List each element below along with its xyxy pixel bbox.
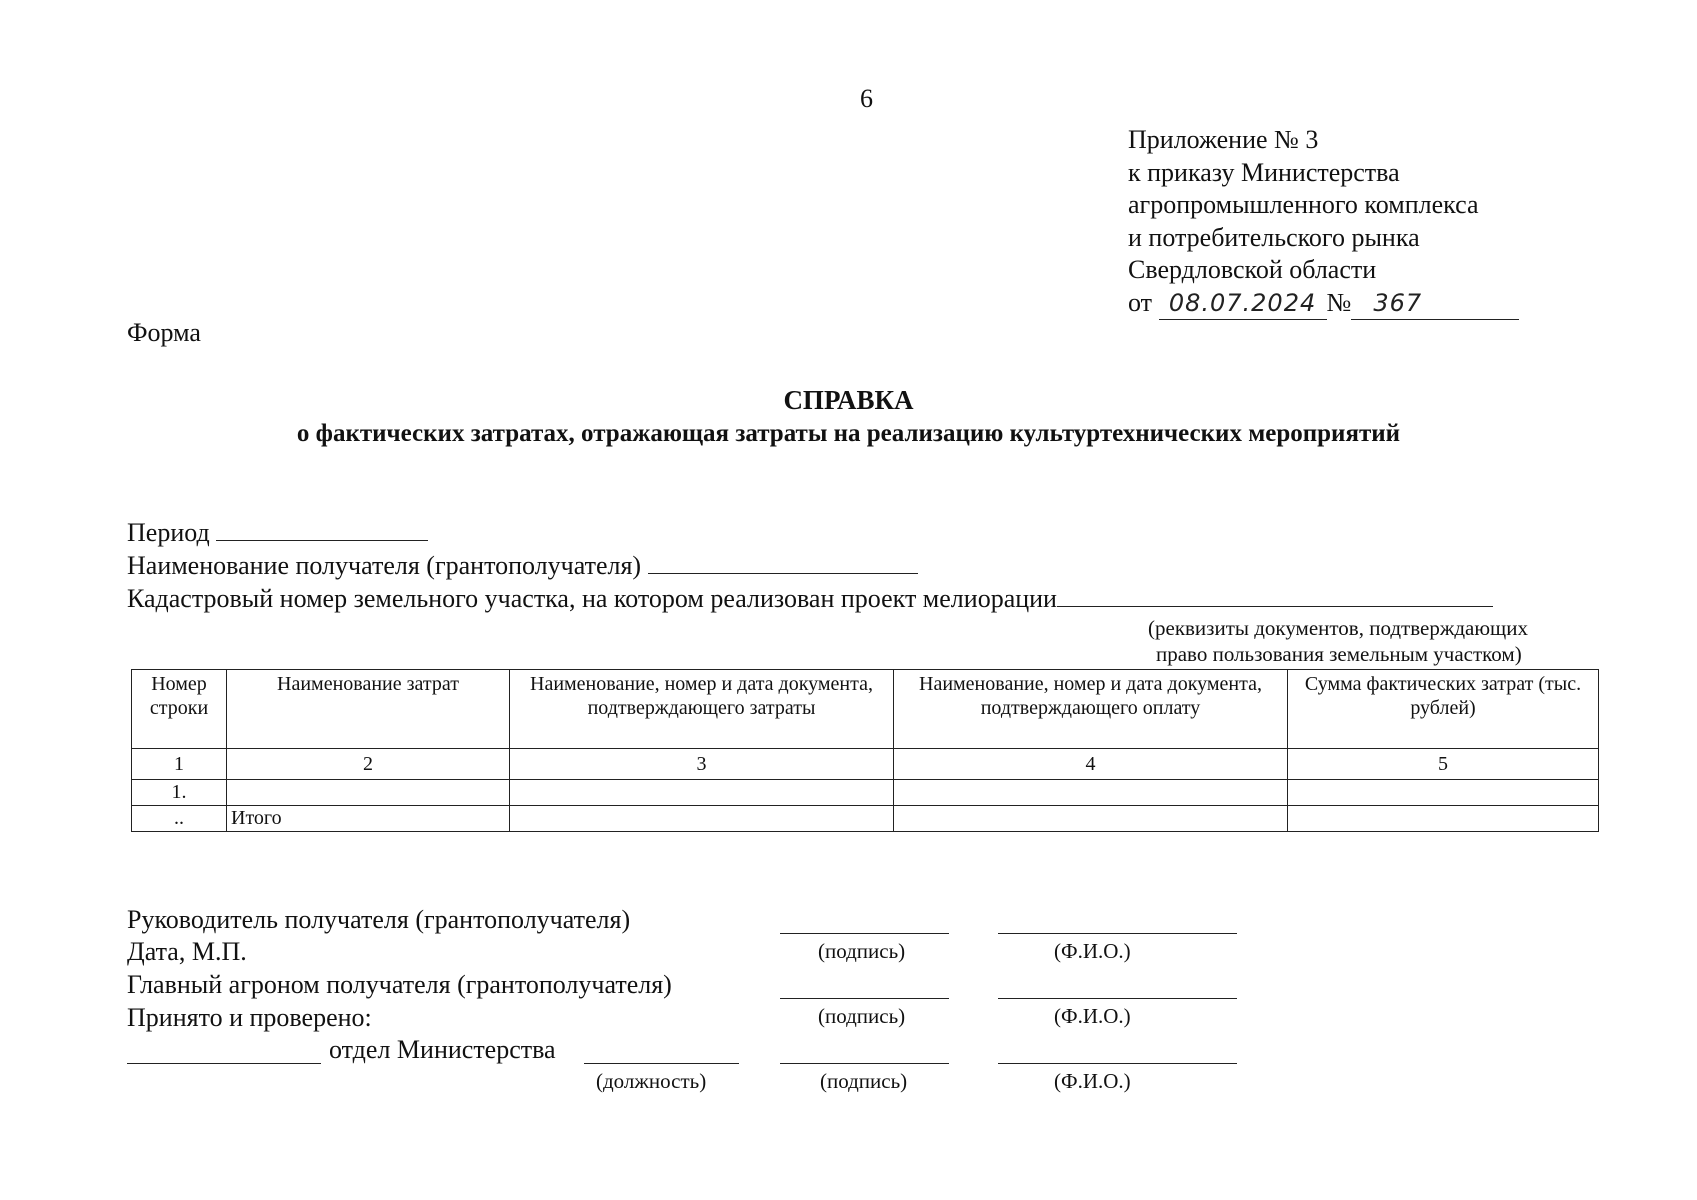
- column-number: 4: [894, 749, 1288, 780]
- cost-name-cell[interactable]: [227, 780, 510, 806]
- cost-document-cell[interactable]: [510, 806, 894, 832]
- department-blank-line[interactable]: [127, 1063, 321, 1064]
- recipient-blank[interactable]: [648, 551, 918, 574]
- row-number: ..: [132, 806, 227, 832]
- agronomist-fio-line[interactable]: [998, 998, 1237, 999]
- appendix-line: агропромышленного комплекса: [1128, 190, 1479, 219]
- cost-sum-cell[interactable]: [1288, 780, 1599, 806]
- appendix-line: и потребительского рынка: [1128, 222, 1420, 252]
- costs-table: [131, 669, 1599, 832]
- position-line[interactable]: [584, 1063, 739, 1064]
- ministry-signature-line[interactable]: [780, 1063, 949, 1064]
- cadastral-blank[interactable]: [1057, 584, 1493, 607]
- column-number: 2: [227, 749, 510, 780]
- agronomist-label: Главный агроном получателя (грантополучателя): [127, 970, 672, 999]
- order-date-field: [1159, 287, 1327, 321]
- payment-document-cell[interactable]: [894, 780, 1288, 806]
- date-prefix: от: [1128, 287, 1153, 317]
- table-row-total: [132, 806, 1599, 832]
- agronomist-signature-line[interactable]: [780, 998, 949, 999]
- column-header: Сумма фактических затрат (тыс. рублей): [1288, 670, 1599, 749]
- payment-document-cell[interactable]: [894, 806, 1288, 832]
- table-header-row: [132, 670, 1599, 749]
- head-signature-line[interactable]: [780, 933, 949, 934]
- number-sign: №: [1326, 287, 1352, 317]
- fio-caption: (Ф.И.О.): [1054, 1004, 1131, 1028]
- column-header: Наименование затрат: [227, 670, 510, 749]
- order-date-number: [1128, 287, 1519, 321]
- date-mp-label: Дата, М.П.: [127, 937, 247, 966]
- order-date-handwritten: 08.07.2024: [1168, 288, 1317, 317]
- column-header: Наименование, номер и дата документа, подтверждающего оплату: [894, 670, 1288, 749]
- order-number-handwritten: 367: [1373, 288, 1423, 317]
- column-header: Наименование, номер и дата документа, подтверждающего затраты: [510, 670, 894, 749]
- accepted-label: Принято и проверено:: [127, 1003, 372, 1032]
- appendix-line: Свердловской области: [1128, 255, 1377, 284]
- recipient-label: Наименование получателя (грантополучателя): [127, 551, 642, 580]
- cost-sum-cell[interactable]: [1288, 806, 1599, 832]
- document-subtitle: о фактических затратах, отражающая затраты на реализацию культуртехнических мероприятий: [296, 420, 1401, 447]
- period-label: Период: [127, 518, 210, 547]
- page-number: 6: [860, 84, 873, 113]
- appendix-block: [1128, 124, 1519, 320]
- column-header: Номер строки: [132, 670, 227, 749]
- fio-caption: (Ф.И.О.): [1054, 1069, 1131, 1093]
- column-number: 1: [132, 749, 227, 780]
- column-number: 5: [1288, 749, 1599, 780]
- signature-caption: (подпись): [818, 939, 906, 963]
- cadastral-label: Кадастровый номер земельного участка, на котором реализован проект мелиорации: [127, 584, 1057, 613]
- appendix-line: к приказу Министерства: [1128, 157, 1400, 187]
- cadastral-field: [127, 584, 1493, 614]
- position-caption: (должность): [596, 1069, 707, 1093]
- cadastral-note-line: (реквизиты документов, подтверждающих: [1148, 616, 1528, 640]
- ministry-fio-line[interactable]: [998, 1063, 1237, 1064]
- form-label: Форма: [127, 318, 201, 347]
- row-number: 1.: [132, 780, 227, 806]
- order-number-field: [1351, 287, 1519, 321]
- cadastral-note-line: право пользования земельным участком): [1156, 642, 1522, 666]
- period-field: [127, 518, 428, 548]
- column-number: 3: [510, 749, 894, 780]
- document-title: СПРАВКА: [783, 385, 914, 415]
- head-fio-line[interactable]: [998, 933, 1237, 934]
- recipient-field: [127, 551, 918, 581]
- signature-caption: (подпись): [818, 1004, 906, 1028]
- fio-caption: (Ф.И.О.): [1054, 939, 1131, 963]
- ministry-department-label: отдел Министерства: [329, 1035, 556, 1064]
- appendix-line: Приложение № 3: [1128, 125, 1319, 154]
- cost-document-cell[interactable]: [510, 780, 894, 806]
- head-label: Руководитель получателя (грантополучателя): [127, 905, 631, 934]
- table-row: [132, 780, 1599, 806]
- period-blank[interactable]: [216, 518, 428, 541]
- column-number-row: [132, 749, 1599, 780]
- total-label-cell: Итого: [227, 806, 510, 832]
- signature-caption: (подпись): [820, 1069, 908, 1093]
